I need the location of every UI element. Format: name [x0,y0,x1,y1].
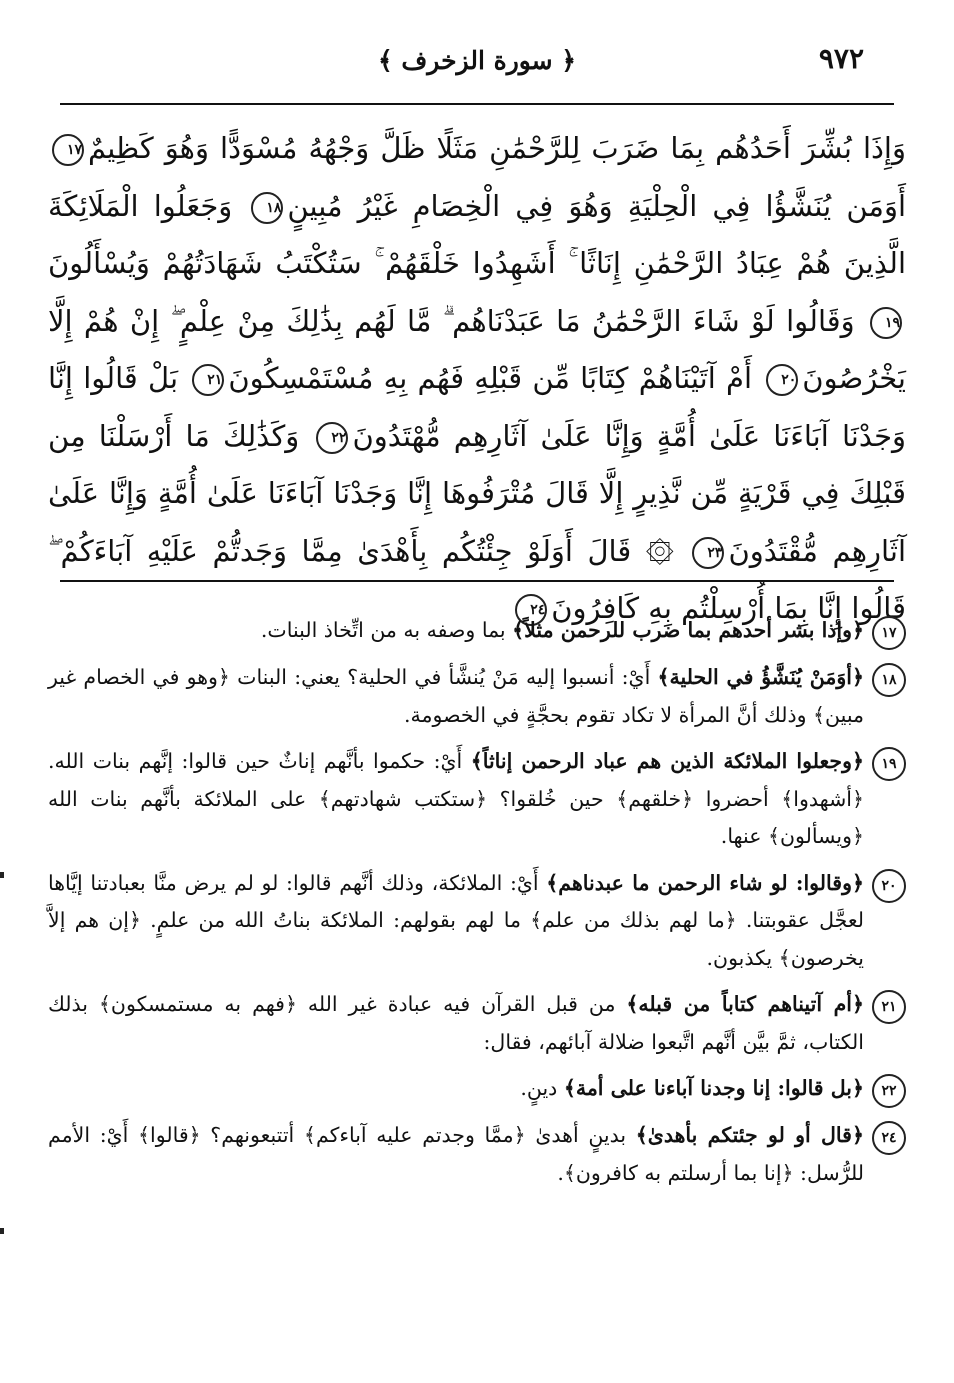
commentary: أَيْ: أنسبوا إليه مَنْ يُنشَّأ في الحلية؟ يعني: البنات ﴿وهو في الخصام غير مبين﴾ وذلك أنَّ المرأة لا تكاد تقوم بحجَّةٍ في الخصومة. [48,665,864,727]
ayah-number-marker: ١٧ [52,134,84,166]
verse-number-badge: ١٩ [872,747,906,781]
ayah-number-marker: ١٩ [870,307,902,339]
ayah-text: أَمْ آتَيْنَاهُمْ كِتَابًا مِّن قَبْلِهِ فَهُم بِهِ مُسْتَمْسِكُونَ [228,361,753,395]
verse-number-badge: ٢٤ [872,1121,906,1155]
ayah-text: أَوَمَن يُنَشَّؤُا فِي الْحِلْيَةِ وَهُوَ فِي الْخِصَامِ غَيْرُ مُبِينٍ [287,188,907,223]
ayah-number-marker: ١٨ [251,192,283,224]
ayah-text: وَقَالُوا لَوْ شَاءَ الرَّحْمَٰنُ مَا عَبَدْنَاهُم ۗ مَّا لَهُم بِذَٰلِكَ مِنْ عِلْمٍ ۖ إِنْ هُمْ إِلَّا يَخْرُصُونَ [48,303,906,395]
quoted-verse: ﴿وقالوا: لو شاء الرحمن ما عبدناهم﴾ [546,870,864,895]
quran-text-block [48,120,906,638]
ayah-number-marker: ٢١ [192,364,224,396]
tafsir-entry-21 [48,986,906,1061]
ayah-21 [188,361,752,395]
ayah-number-marker: ٢٢ [316,422,348,454]
ayah-text: ۞ قَالَ أَوَلَوْ جِئْتُكُم بِأَهْدَىٰ مِمَّا وَجَدتُّمْ عَلَيْهِ آبَاءَكُمْ ۖ قَالُوا إِنَّا بِمَا أُرْسِلْتُم بِهِ كَافِرُونَ [48,533,906,625]
tafsir-text [48,865,864,978]
verse-number-badge: ١٧ [872,616,906,650]
verse-number-badge: ١٨ [872,663,906,697]
tafsir-entry-19 [48,743,906,856]
quoted-verse: ﴿قال أو لو جئتكم بأهدىٰ﴾ [635,1123,864,1147]
tafsir-entry-18 [48,659,906,734]
tafsir-text [48,1117,864,1192]
scan-mark [0,872,4,878]
commentary: بدينٍ أهدىٰ ﴿ممَّا وجدتم عليه آباءكم﴾ أتتبعونهم؟ ﴿قالوا﴾ أَيْ: الأمم للرُّسل: ﴿إنا بما أرسلتم به كافرون﴾. [48,1123,864,1185]
commentary: دينٍ. [520,1076,564,1100]
ayah-18 [247,189,906,223]
tafsir-entry-20 [48,865,906,978]
section-divider [60,580,894,582]
header-divider [60,103,894,105]
tafsir-text [48,612,864,650]
tafsir-entry-17 [48,612,906,650]
tafsir-commentary [48,612,906,1201]
scan-mark [0,1228,4,1234]
ayah-text: بَلْ قَالُوا إِنَّا وَجَدْنَا آبَاءَنَا عَلَىٰ أُمَّةٍ وَإِنَّا عَلَىٰ آثَارِهِم مُّهْتَدُونَ [48,361,907,453]
ayah-17 [48,131,906,165]
page-header [60,38,894,82]
tafsir-entry-22 [48,1070,906,1108]
quoted-verse: ﴿بل قالوا: إنا وجدنا آباءنا على أمة﴾ [563,1076,864,1100]
quoted-verse: ﴿وإذا بشر أحدهم بما ضرب للرحمن مثلاً﴾ [512,618,864,642]
quoted-verse: ﴿وجعلوا الملائكة الذين هم عباد الرحمن إناثاً﴾ [470,749,864,773]
tafsir-text [48,986,864,1061]
commentary: أَيْ: الملائكة، وذلك أنَّهم قالوا: لو لم يرض منَّا بعبادتنا إيَّاها لعجَّل عقوبتنا. ﴿ما لهم بذلك من علم﴾ ما لهم بقولهم: الملائكة بناتُ الله من علمٍ. ﴿إن هم إلاَّ يخرصون﴾ يكذبون. [48,870,864,970]
quoted-verse: ﴿أوَمَنْ يُنَشَّؤُ في الحلية﴾ [657,665,864,689]
page-number: ٩٧٢ [818,42,864,75]
verse-number-badge: ٢٠ [872,869,906,903]
quoted-verse: ﴿أم آتيناهم كتاباً من قبله﴾ [626,992,864,1016]
ayah-text: وَإِذَا بُشِّرَ أَحَدُهُم بِمَا ضَرَبَ لِلرَّحْمَٰنِ مَثَلًا ظَلَّ وَجْهُهُ مُسْوَدًّا وَهُوَ كَظِيمٌ [88,131,906,165]
ayah-number-marker: ٢٣ [692,537,724,569]
commentary: أَيْ: حكموا بأنَّهم إناثٌ حين قالوا: إنَّهم بنات الله. ﴿أشهدوا﴾ أحضروا ﴿خلقهم﴾ حين خُلقوا؟ ﴿ستكتب شهادتهم﴾ على الملائكة بأنَّهم بنات الله ﴿ويسألون﴾ عنها. [48,749,864,848]
verse-number-badge: ٢١ [872,990,906,1024]
ayah-text: وَكَذَٰلِكَ مَا أَرْسَلْنَا مِن قَبْلِكَ فِي قَرْيَةٍ مِّن نَّذِيرٍ إِلَّا قَالَ مُتْرَفُوهَا إِنَّا وَجَدْنَا آبَاءَنَا عَلَىٰ أُمَّةٍ وَإِنَّا عَلَىٰ آثَارِهِم مُّقْتَدُونَ [48,418,907,568]
tafsir-entry-24 [48,1117,906,1192]
surah-title: ﴿ سورة الزخرف ﴾ [378,46,576,75]
tafsir-text [48,743,864,856]
tafsir-text [48,659,864,734]
commentary: من قبل القرآن فيه عبادة غير الله ﴿فهم به مستمسكون﴾ بذلك الكتاب، ثمَّ بيَّن أنَّهم اتَّبعوا ضلالة آبائهم، فقال: [48,992,864,1054]
commentary: بما وصفه به من اتِّخاذ البنات. [260,618,513,642]
ayah-number-marker: ٢٠ [766,364,798,396]
ayah-text: وَجَعَلُوا الْمَلَائِكَةَ الَّذِينَ هُمْ عِبَادُ الرَّحْمَٰنِ إِنَاثًا ۚ أَشَهِدُوا خَلْقَهُمْ ۚ سَتُكْتَبُ شَهَادَتُهُمْ وَيُسْأَلُونَ [48,188,906,280]
tafsir-text [48,1070,864,1108]
verse-number-badge: ٢٢ [872,1074,906,1108]
ayah-number-marker: ٢٤ [515,594,547,626]
